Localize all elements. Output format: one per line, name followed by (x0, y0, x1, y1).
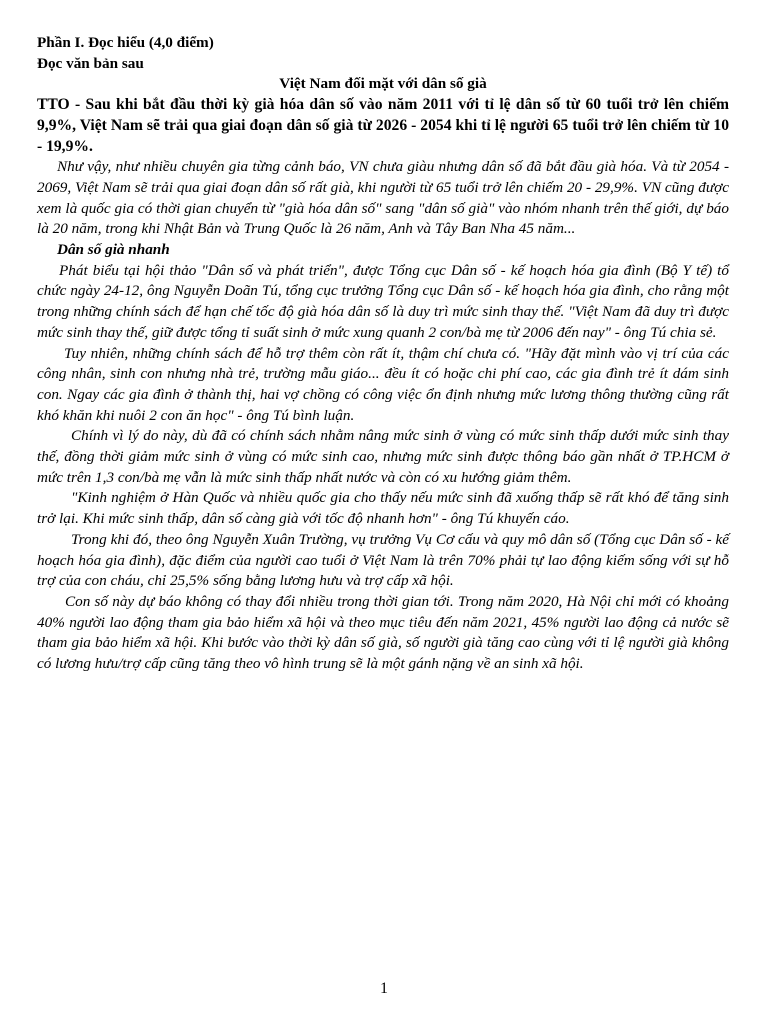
paragraph-5: "Kinh nghiệm ở Hàn Quốc và nhiều quốc gia cho thấy nếu mức sinh đã xuống thấp sẽ rất khó để tăng sinh trở lại. Khi mức sinh thấp, dân số càng già với tốc độ nhanh hơn" - ông Tú khuyến cáo. (37, 489, 729, 528)
paragraph-4: Chính vì lý do này, dù đã có chính sách nhằm nâng mức sinh ở vùng có mức sinh thấp dưới mức sinh thay thế, đồng thời giảm mức sinh ở vùng có mức sinh cao, nhưng mức sinh được thông báo gần nhất ở TP.HCM ở mức trên 1,3 con/bà mẹ vẫn là mức sinh thấp nhất nước và còn có xu hướng giảm thêm. (37, 427, 729, 486)
article-title: Việt Nam đối mặt với dân số già (279, 75, 487, 93)
article-subheading: Dân số già nhanh (57, 241, 170, 259)
paragraph-2: Phát biểu tại hội thảo "Dân số và phát triển", được Tổng cục Dân số - kế hoạch hóa gia đình (Bộ Y tế) tổ chức ngày 24-12, ông Nguyễn Doãn Tú, tổng cục trưởng Tổng cục Dân số - kế hoạch hóa gia đình, cho rằng một trong những chính sách để hạn chế tốc độ già hóa dân số là duy trì mức sinh thay thế. "Việt Nam đã duy trì được mức sinh thay thế, giữ được tổng tỉ suất sinh ở mức xung quanh 2 con/bà mẹ từ 2006 đến nay" - ông Tú chia sẻ. (37, 261, 729, 341)
article-lead: TTO - Sau khi bắt đầu thời kỳ già hóa dân số vào năm 2011 với tỉ lệ dân số từ 60 tuổi trở lên chiếm 9,9%, Việt Nam sẽ trải qua giai đoạn dân số già từ 2026 - 2054 khi tỉ lệ người 65 tuổi trở lên chiếm từ 10 - 19,9%. (37, 96, 729, 155)
section-heading: Phần I. Đọc hiểu (4,0 điểm) (37, 34, 214, 51)
reading-instruction: Đọc văn bản sau (37, 54, 144, 72)
paragraph-1: Như vậy, như nhiều chuyên gia từng cảnh báo, VN chưa giàu nhưng dân số đã bắt đầu già hóa. Và từ 2054 - 2069, Việt Nam sẽ trải qua giai đoạn dân số rất già, khi người từ 65 tuổi trở lên chiếm 20 - 29,9%. VN cũng được xem là quốc gia có thời gian chuyển từ "già hóa dân số" sang "dân số già" vào nhóm nhanh trên thế giới, dự báo là 20 năm, trong khi Nhật Bản và Trung Quốc là 26 năm, Anh và Tây Ban Nha 45 năm... (37, 158, 729, 238)
paragraph-7: Con số này dự báo không có thay đổi nhiều trong thời gian tới. Trong năm 2020, Hà Nội chỉ mới có khoảng 40% người lao động tham gia bảo hiểm xã hội và theo mục tiêu đến năm 2021, 45% người lao động cả nước sẽ tham gia bảo hiểm xã hội. Khi bước vào thời kỳ dân số già, số người già tăng cao cùng với tỉ lệ người già không có lương hưu/trợ cấp cũng tăng theo vô hình trung sẽ là một gánh nặng về an sinh xã hội. (37, 592, 729, 673)
document-page (37, 33, 729, 675)
page-number: 1 (380, 980, 388, 997)
paragraph-3: Tuy nhiên, những chính sách để hỗ trợ thêm còn rất ít, thậm chí chưa có. "Hãy đặt mình vào vị trí của các công nhân, sinh con nhưng nhà trẻ, trường mẫu giáo... đều ít có hoặc chi phí cao, các gia đình trẻ ít dám sinh con. Ngay các gia đình ở thành thị, hai vợ chồng có công việc ổn định nhưng mức lương thông thường cũng rất khó khăn khi nuôi 2 con ăn học" - ông Tú bình luận. (37, 344, 729, 424)
paragraph-6: Trong khi đó, theo ông Nguyễn Xuân Trường, vụ trưởng Vụ Cơ cấu và quy mô dân số (Tổng cục Dân số - kế hoạch hóa gia đình), đặc điểm của người cao tuổi ở Việt Nam là trên 70% phải tự lao động kiếm sống với sự hỗ trợ của con cháu, chỉ 25,5% sống bằng lương hưu và trợ cấp xã hội. (37, 530, 729, 590)
